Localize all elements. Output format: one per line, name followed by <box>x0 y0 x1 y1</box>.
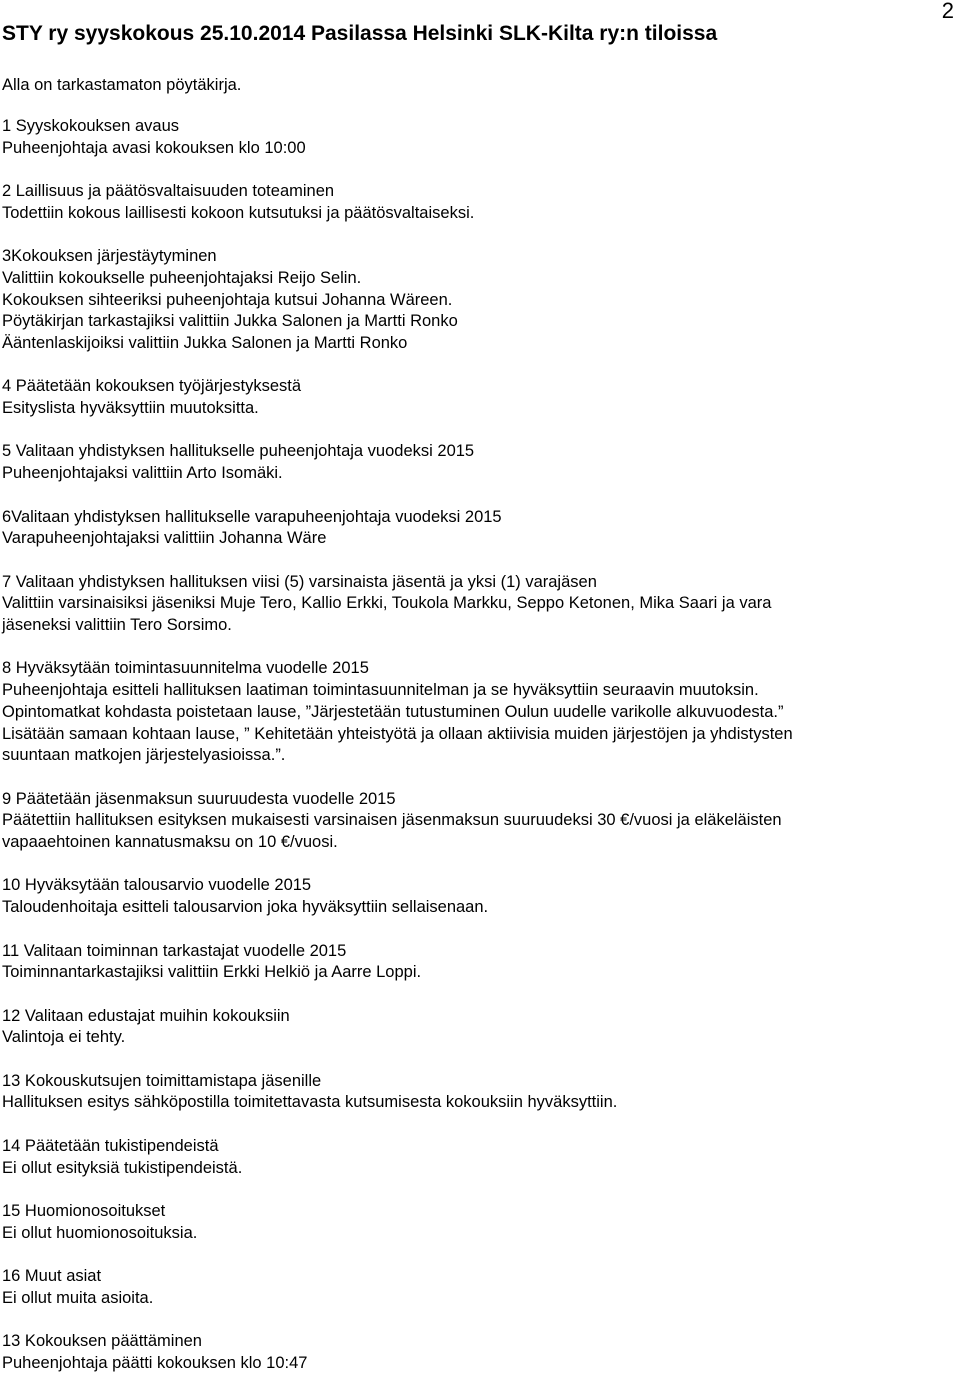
section-heading: 2 Laillisuus ja päätösvaltaisuuden toteaminen <box>2 182 335 201</box>
section-heading: 5 Valitaan yhdistyksen hallitukselle puheenjohtaja vuodeksi 2015 <box>2 442 475 461</box>
section-heading: 3Kokouksen järjestäytyminen <box>2 247 217 266</box>
agenda-section <box>2 941 957 984</box>
section-heading: 15 Huomionosoitukset <box>2 1201 166 1220</box>
minutes-sections <box>2 116 957 1396</box>
section-heading: 7 Valitaan yhdistyksen hallituksen viisi (5) varsinaista jäsentä ja yksi (1) varajäsen <box>2 572 597 591</box>
section-text-line: suuntaan matkojen järjestelyasioissa.”. <box>2 746 286 765</box>
section-text-line: Lisätään samaan kohtaan lause, ” Kehitetään yhteistyötä ja ollaan aktiivisia muiden järjestöjen ja yhdistysten <box>2 724 793 743</box>
section-heading: 13 Kokouskutsujen toimittamistapa jäsenille <box>2 1071 322 1090</box>
section-heading: 11 Valitaan toiminnan tarkastajat vuodelle 2015 <box>2 941 347 960</box>
agenda-section <box>2 1331 957 1374</box>
agenda-section <box>2 1006 957 1049</box>
section-heading: 9 Päätetään jäsenmaksun suuruudesta vuodelle 2015 <box>2 789 396 808</box>
agenda-section <box>2 246 957 355</box>
section-heading: 1 Syyskokouksen avaus <box>2 117 180 135</box>
section-text-line: Esityslista hyväksyttiin muutoksitta. <box>2 399 259 418</box>
section-heading: 14 Päätetään tukistipendeistä <box>2 1136 219 1155</box>
agenda-section <box>2 1071 957 1114</box>
section-heading: 6Valitaan yhdistyksen hallitukselle varapuheenjohtaja vuodeksi 2015 <box>2 507 502 526</box>
section-text-line: Kokouksen sihteeriksi puheenjohtaja kutsui Johanna Wäreen. <box>2 290 453 309</box>
section-text-line: Opintomatkat kohdasta poistetaan lause, ”Järjestetään tutustuminen Oulun uudelle varikolle alkuvuodesta.” <box>2 702 784 721</box>
section-text-line: Päätettiin hallituksen esityksen mukaisesti varsinaisen jäsenmaksun suuruudeksi 30 €/vuosi ja eläkeläisten <box>2 811 782 830</box>
agenda-section <box>2 1136 957 1179</box>
section-heading: 4 Päätetään kokouksen työjärjestyksestä <box>2 377 302 396</box>
document-title: STY ry syyskokous 25.10.2014 Pasilassa Helsinki SLK-Kilta ry:n tiloissa <box>2 22 718 45</box>
section-text-line: Hallituksen esitys sähköpostilla toimitettavasta kutsumisesta kokouksiin hyväksyttiin. <box>2 1093 618 1112</box>
section-text-line: Ei ollut muita asioita. <box>2 1288 154 1307</box>
section-heading: 13 Kokouksen päättäminen <box>2 1332 202 1351</box>
section-heading: 10 Hyväksytään talousarvio vuodelle 2015 <box>2 876 312 895</box>
section-heading: 12 Valitaan edustajat muihin kokouksiin <box>2 1006 290 1025</box>
agenda-section <box>2 376 957 419</box>
section-text-line: Ei ollut esityksiä tukistipendeistä. <box>2 1158 243 1177</box>
section-text-line: Todettiin kokous laillisesti kokoon kutsutuksi ja päätösvaltaiseksi. <box>2 203 475 222</box>
section-text-line: Valittiin varsinaisiksi jäseniksi Muje Tero, Kallio Erkki, Toukola Markku, Seppo Ketonen, Mika Saari ja vara <box>2 594 772 613</box>
section-text-line: vapaaehtoinen kannatusmaksu on 10 €/vuosi. <box>2 833 338 852</box>
agenda-section <box>2 572 957 637</box>
agenda-section <box>2 441 957 484</box>
page-number: 2 <box>941 0 954 23</box>
section-text-line: Valintoja ei tehty. <box>2 1028 126 1047</box>
intro-text: Alla on tarkastamaton pöytäkirja. <box>2 76 242 94</box>
section-heading: 8 Hyväksytään toimintasuunnitelma vuodelle 2015 <box>2 659 369 678</box>
agenda-section <box>2 1266 957 1309</box>
section-text-line: Pöytäkirjan tarkastajiksi valittiin Jukka Salonen ja Martti Ronko <box>2 312 458 331</box>
section-text-line: Puheenjohtaja päätti kokouksen klo 10:47 <box>2 1353 308 1372</box>
agenda-section <box>2 181 957 224</box>
section-text-line: Puheenjohtajaksi valittiin Arto Isomäki. <box>2 464 283 483</box>
section-text-line: Toiminnantarkastajiksi valittiin Erkki Helkiö ja Aarre Loppi. <box>2 963 422 982</box>
section-heading: 16 Muut asiat <box>2 1267 102 1286</box>
agenda-section <box>2 789 957 854</box>
agenda-section <box>2 1201 957 1244</box>
section-text-line: Valittiin kokoukselle puheenjohtajaksi Reijo Selin. <box>2 268 362 287</box>
section-text-line: Taloudenhoitaja esitteli talousarvion joka hyväksyttiin sellaisenaan. <box>2 898 489 917</box>
agenda-section <box>2 875 957 918</box>
section-text-line: jäseneksi valittiin Tero Sorsimo. <box>2 616 232 635</box>
section-text-line: Ääntenlaskijoiksi valittiin Jukka Salonen ja Martti Ronko <box>2 334 408 352</box>
section-text-line: Puheenjohtaja esitteli hallituksen laatiman toimintasuunnitelman ja se hyväksyttiin seuraavin muutoksin. <box>2 681 759 700</box>
agenda-section <box>2 658 957 767</box>
section-text-line: Ei ollut huomionosoituksia. <box>2 1223 198 1242</box>
agenda-section <box>2 116 957 159</box>
section-text-line: Varapuheenjohtajaksi valittiin Johanna Wäre <box>2 529 327 548</box>
agenda-section <box>2 507 957 550</box>
section-text-line: Puheenjohtaja avasi kokouksen klo 10:00 <box>2 138 306 157</box>
